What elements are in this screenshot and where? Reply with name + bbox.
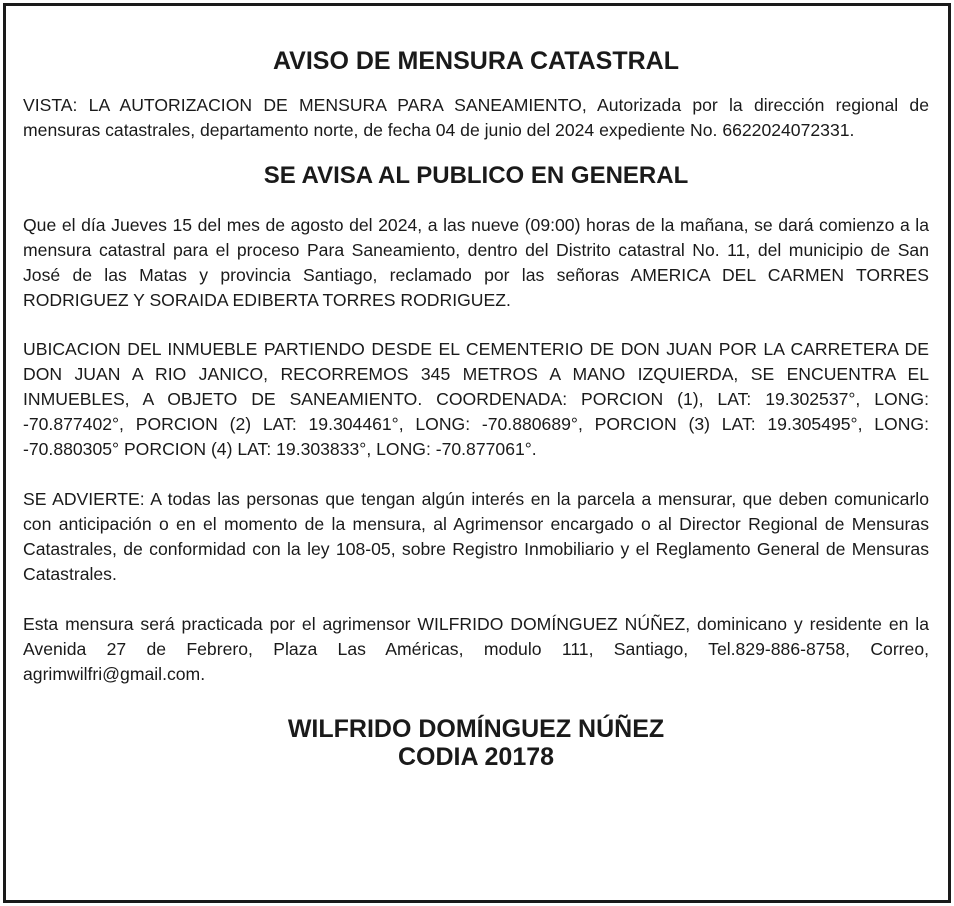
notice-title: AVISO DE MENSURA CATASTRAL <box>272 47 680 75</box>
notice-frame <box>3 3 951 903</box>
location-paragraph: UBICACION DEL INMUEBLE PARTIENDO DESDE EL CEMENTERIO DE DON JUAN POR LA CARRETERA DE DON JUAN A RIO JANICO, RECORREMOS 345 METROS A MANO IZQUIERDA, SE ENCUENTRA EL INMUEBLES, A OBJETO DE SANEAMIENTO. COORDENADA: PORCION (1), LAT: 19.302537°, LONG: -70.877402°, PORCION (2) LAT: 19.304461°, LONG: -70.880689°, PORCION (3) LAT: 19.305495°, LONG: -70.880305° PORCION (4) LAT: 19.303833°, LONG: -70.877061°. <box>23 339 929 459</box>
schedule-paragraph: Que el día Jueves 15 del mes de agosto del 2024, a las nueve (09:00) horas de la mañana, se dará comienzo a la mensura catastral para el proceso Para Saneamiento, dentro del Distrito catastral No. 11, del municipio de San José de las Matas y provincia Santiago, reclamado por las señoras AMERICA DEL CARMEN TORRES RODRIGUEZ Y SORAIDA EDIBERTA TORRES RODRIGUEZ. <box>23 215 929 310</box>
signature-name: WILFRIDO DOMÍNGUEZ NÚÑEZ <box>287 715 665 743</box>
notice-content <box>23 46 929 771</box>
notice-subtitle: SE AVISA AL PUBLICO EN GENERAL <box>263 162 689 189</box>
vista-paragraph: VISTA: LA AUTORIZACION DE MENSURA PARA SANEAMIENTO, Autorizada por la dirección regional de mensuras catastrales, departamento norte, de fecha 04 de junio del 2024 expediente No. 6622024072331. <box>23 95 929 140</box>
signature-codia: CODIA 20178 <box>397 743 555 771</box>
surveyor-paragraph: Esta mensura será practicada por el agrimensor WILFRIDO DOMÍNGUEZ NÚÑEZ, dominicano y residente en la Avenida 27 de Febrero, Plaza Las Américas, modulo 111, Santiago, Tel.829-886-8758, Correo, agrimwilfri@gmail.com. <box>23 614 929 684</box>
signature-block <box>23 715 929 771</box>
warning-paragraph: SE ADVIERTE: A todas las personas que tengan algún interés en la parcela a mensurar, que deben comunicarlo con anticipación o en el momento de la mensura, al Agrimensor encargado o al Director Regional de Mensuras Catastrales, de conformidad con la ley 108-05, sobre Registro Inmobiliario y el Reglamento General de Mensuras Catastrales. <box>23 489 929 584</box>
